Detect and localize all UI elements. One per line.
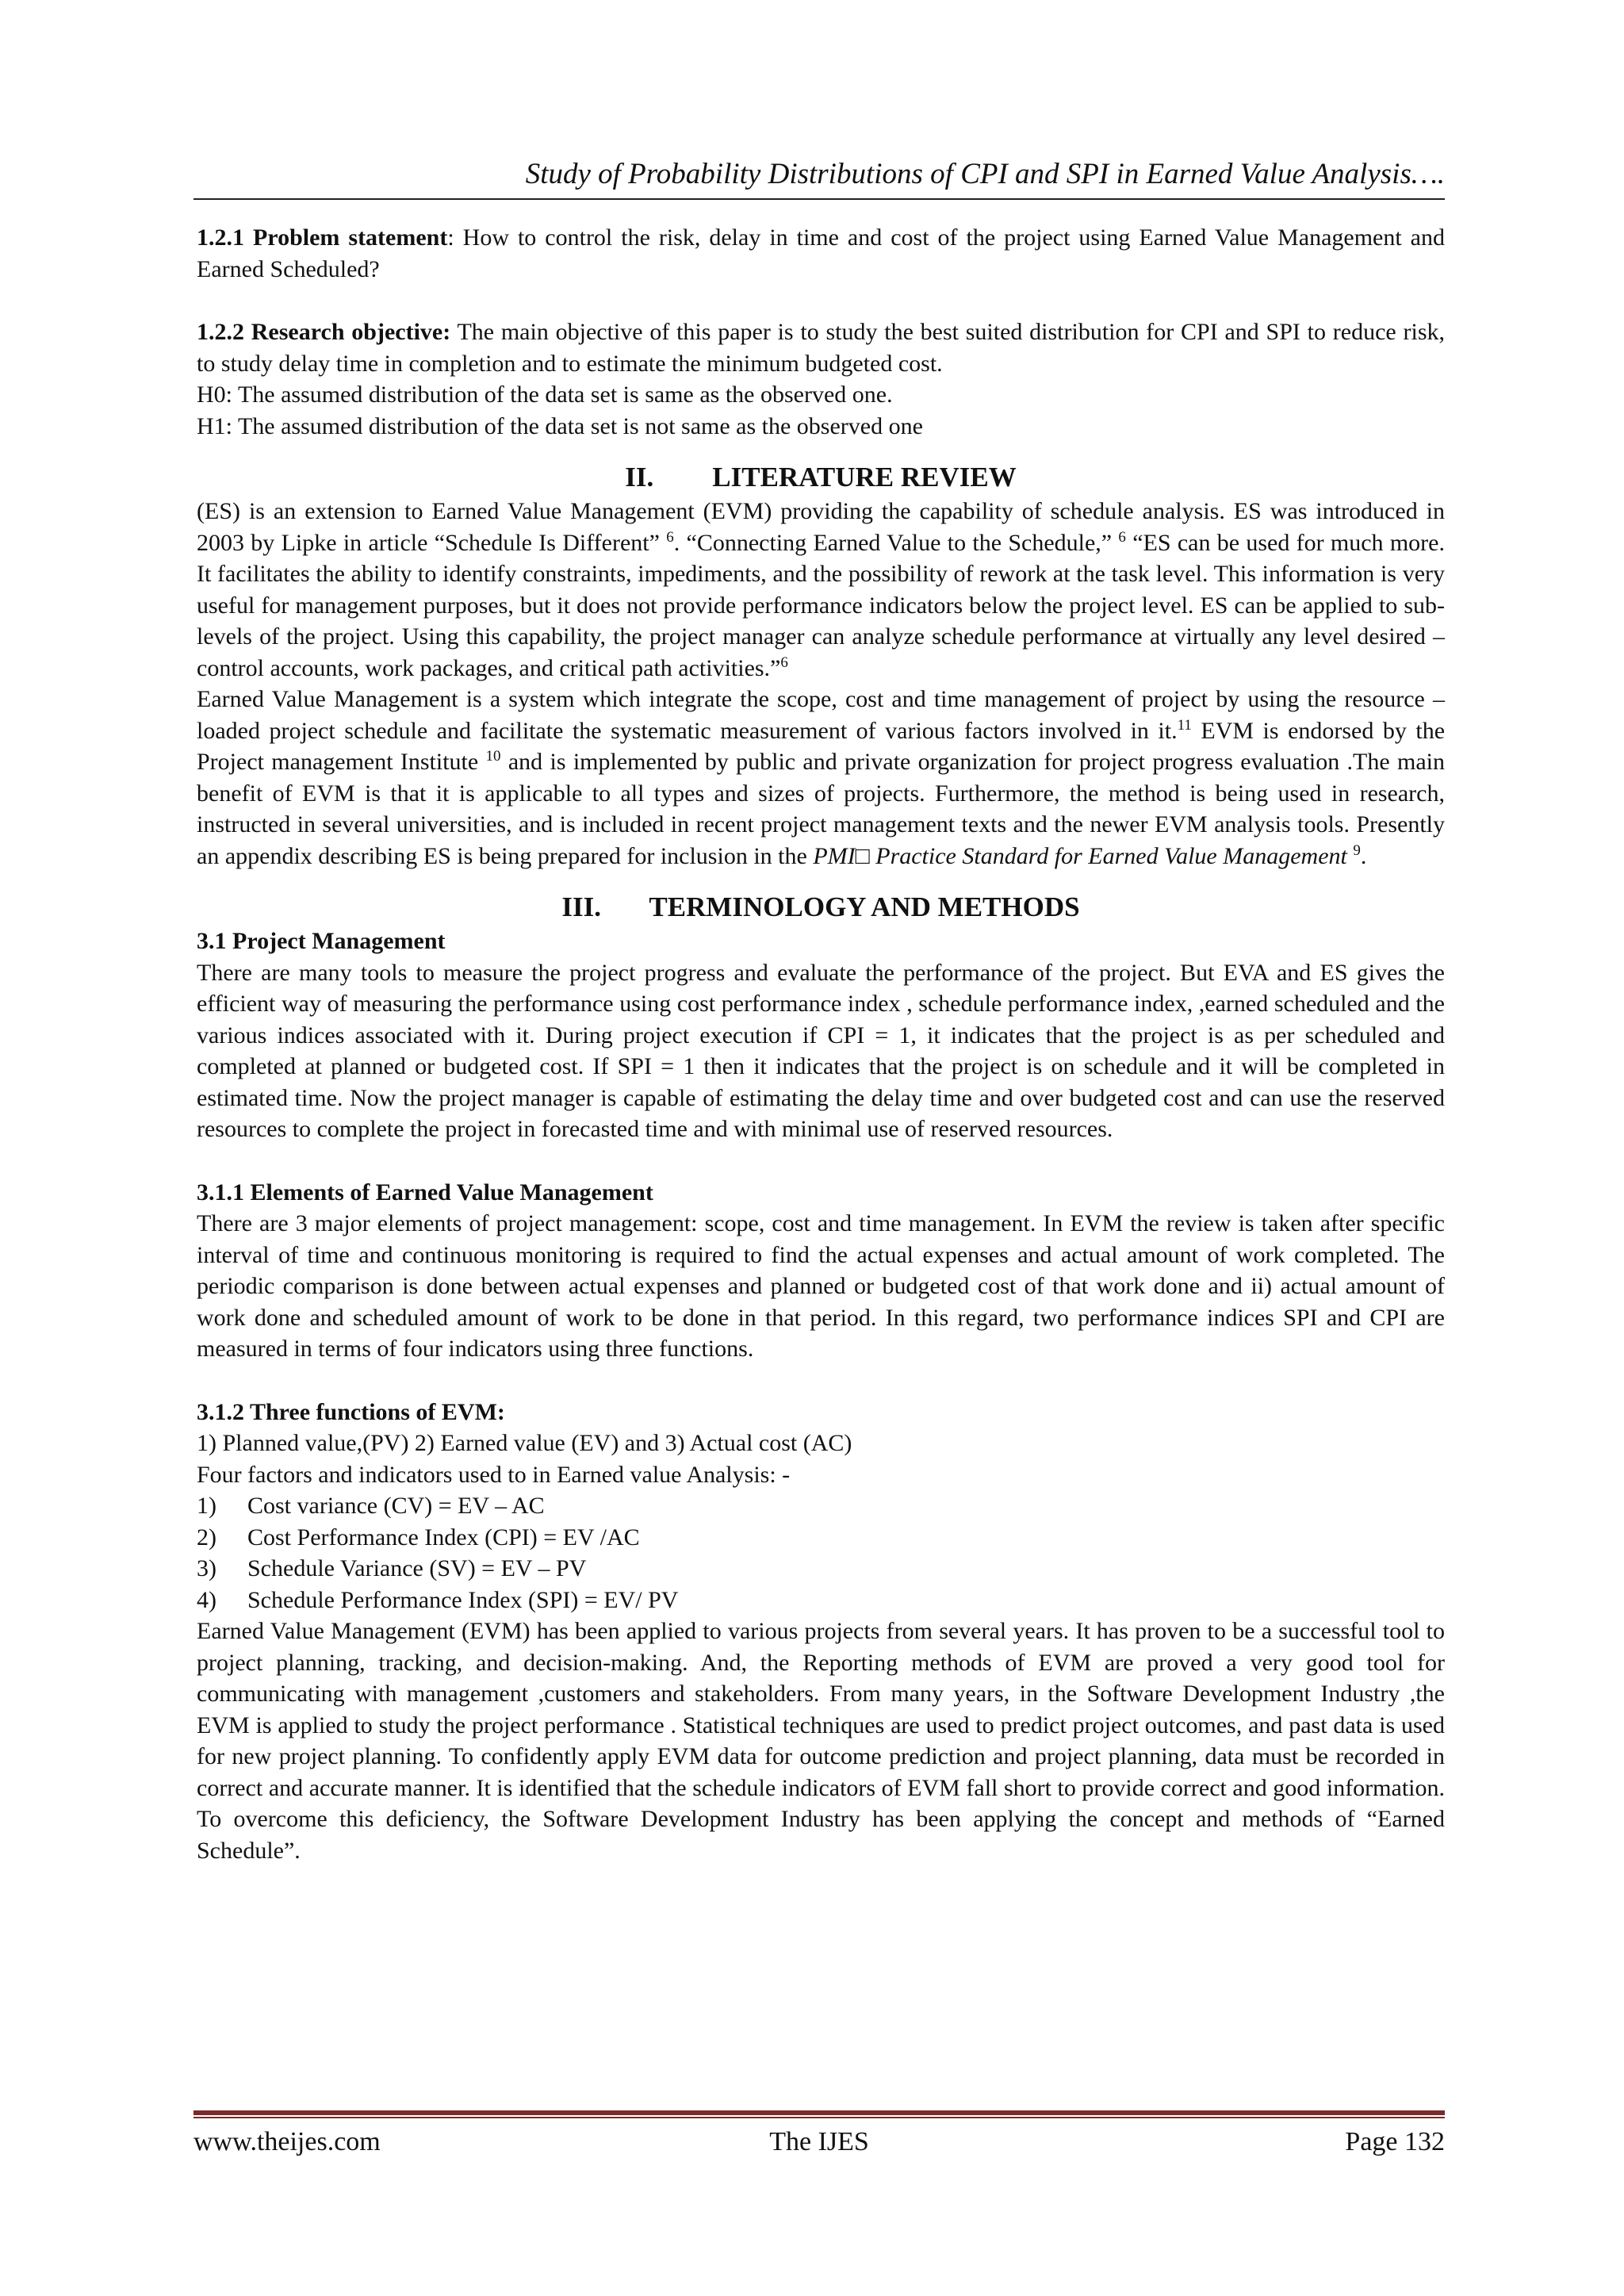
text-run: EVM is endorsed by the Project management Institute (197, 717, 1446, 775)
footer-website: www.theijes.com (193, 2127, 381, 2156)
subsection-3-1-1-title: 3.1.1 Elements of Earned Value Management (197, 1179, 653, 1205)
citation-ref: 6 (1118, 528, 1126, 546)
list-number: 2) (197, 1524, 216, 1550)
list-item (197, 1522, 1445, 1554)
list-number: 1) (197, 1493, 216, 1519)
citation-ref: 6 (780, 654, 788, 671)
indicators-intro-line: Four factors and indicators used to in Earned value Analysis: - (197, 1461, 791, 1488)
section-number: II. (625, 462, 654, 493)
citation-ref: 10 (485, 748, 501, 765)
page-body (197, 222, 1445, 1866)
list-text: Schedule Performance Index (SPI) = EV/ PV (247, 1586, 679, 1613)
problem-statement-text: : How to control the risk, delay in time and cost of the project using Earned Value Management and Earned Scheduled? (197, 224, 1445, 282)
research-objective-text: The main objective of this paper is to study the best suited distribution for CPI and SPI to reduce risk, to study delay time in completion and to estimate the minimum budgeted cost. (197, 319, 1445, 377)
research-objective-paragraph (197, 316, 1445, 379)
hypothesis-h1: H1: The assumed distribution of the data set is not same as the observed one (197, 412, 923, 439)
list-text: Cost variance (CV) = EV – AC (247, 1493, 545, 1519)
list-text: Cost Performance Index (CPI) = EV /AC (247, 1524, 640, 1550)
hypothesis-h0: H0: The assumed distribution of the data set is same as the observed one. (197, 381, 893, 408)
subsection-3-1-text: There are many tools to measure the project progress and evaluate the performance of the project. But EVA and ES gives the efficient way of measuring the performance using cost performance index , schedule performance index, ,earned scheduled and the various indices associated with it. During project execution if CPI = 1, it indicates that the project is as per scheduled and completed at planned or budgeted cost. If SPI = 1 then it indicates that the project is on schedule and it will be completed in estimated time. Now the project manager is capable of estimating the delay time and over budgeted cost and can use the reserved resources to complete the project in forecasted time and with minimal use of reserved resources. (197, 959, 1445, 1142)
subsection-3-1-title: 3.1 Project Management (197, 928, 446, 954)
footer-journal: The IJES (769, 2127, 869, 2156)
citation-ref: 11 (1177, 716, 1192, 734)
list-number: 4) (197, 1586, 216, 1613)
evm-functions-line: 1) Planned value,(PV) 2) Earned value (EV) and 3) Actual cost (AC) (197, 1430, 852, 1456)
subsection-3-1-1-text: There are 3 major elements of project management: scope, cost and time management. In EVM the review is taken after specific interval of time and continuous monitoring is required to find the actual expenses and actual amount of work completed. The periodic comparison is done between actual expenses and planned or budgeted cost of that work done and ii) actual amount of work done and scheduled amount of work to be done in that period. In this regard, two performance indices SPI and CPI are measured in terms of four indicators using three functions. (197, 1210, 1445, 1362)
section-title-text: LITERATURE REVIEW (712, 462, 1017, 493)
literature-paragraph-2 (197, 684, 1445, 872)
literature-paragraph-1 (197, 496, 1445, 684)
text-run: and is implemented by public and private organization for project progress evaluation .The main benefit of EVM is that it is applicable to all types and sizes of projects. Furthermore, the method is being used in research, instructed in several universities, and is included in recent project management texts and the newer EVM analysis tools. Presently an appendix describing ES is being prepared for inclusion in the (197, 749, 1446, 869)
problem-statement-paragraph (197, 222, 1445, 285)
text-run: “ES can be used for much more. It facilitates the ability to identify constraints, impediments, and the possibility of rework at the task level. This information is very useful for management purposes, but it does not provide performance indicators below the project level. ES can be applied to sub-levels of the project. Using this capability, the project manager can analyze schedule performance at virtually any level desired – control accounts, work packages, and critical path activities.” (197, 529, 1445, 681)
list-item (197, 1490, 1445, 1522)
list-text: Schedule Variance (SV) = EV – PV (247, 1555, 587, 1581)
section-title-text: TERMINOLOGY AND METHODS (649, 891, 1080, 922)
text-run: . “Connecting Earned Value to the Schedule,” (673, 529, 1119, 556)
text-run: Earned Value Management is a system which integrate the scope, cost and time management of project by using the resource –loaded project schedule and facilitate the systematic measurement of various factors involved in it. (197, 686, 1445, 744)
subsection-3-1-2-text: Earned Value Management (EVM) has been applied to various projects from several years. It has proven to be a successful tool to project planning, tracking, and decision-making. And, the Reporting methods of EVM are proved a very good tool for communicating with management ,customers and stakeholders. From many years, in the Software Development Industry ,the EVM is applied to study the project performance . Statistical techniques are used to predict project outcomes, and past data is used for new project planning. To confidently apply EVM data for outcome prediction and project planning, data must be recorded in correct and accurate manner. It is identified that the schedule indicators of EVM fall short to provide correct and good information. To overcome this deficiency, the Software Development Industry has been applying the concept and methods of “Earned Schedule”. (197, 1618, 1445, 1864)
citation-ref: 6 (666, 528, 674, 546)
indicator-list (197, 1490, 1445, 1616)
page-footer (193, 2124, 1445, 2160)
footer-page-number: Page 132 (1345, 2127, 1445, 2156)
text-run: . (1360, 842, 1367, 869)
practice-standard-title: PMI□ Practice Standard for Earned Value Management (813, 842, 1354, 869)
citation-ref: 9 (1353, 841, 1361, 859)
running-header: Study of Probability Distributions of CPI and SPI in Earned Value Analysis…. (193, 155, 1445, 200)
problem-statement-label: 1.2.1 Problem statement (197, 224, 448, 251)
text-run: (ES) is an extension to Earned Value Management (EVM) providing the capability of schedule analysis. ES was introduced in 2003 by Lipke in article “Schedule Is Different” (197, 498, 1445, 556)
section-number: III. (561, 891, 602, 922)
list-item (197, 1585, 1445, 1616)
list-item (197, 1553, 1445, 1585)
section-terminology-title (197, 889, 1445, 926)
research-objective-label: 1.2.2 Research objective: (197, 319, 451, 345)
footer-rule (193, 2110, 1445, 2115)
footer-rule-thin (193, 2117, 1445, 2118)
list-number: 3) (197, 1555, 216, 1581)
subsection-3-1-2-title: 3.1.2 Three functions of EVM: (197, 1398, 505, 1425)
section-literature-review-title (197, 459, 1445, 496)
